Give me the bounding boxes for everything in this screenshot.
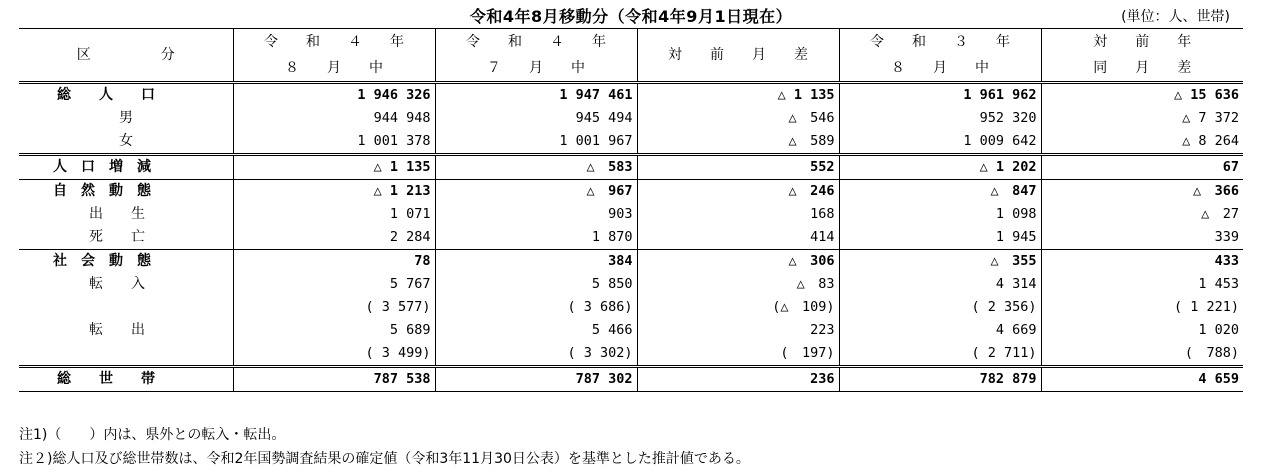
header-col1-line1: 令 和 ４ 年 — [233, 29, 435, 56]
cell: 1 961 962 — [839, 83, 1041, 108]
table-row — [19, 250, 1243, 274]
note-1: 注1)（ ）内は、県外との転入・転出。 — [19, 427, 286, 443]
header-category: 区 分 — [19, 29, 233, 83]
header-col2-line1: 令 和 ４ 年 — [435, 29, 637, 56]
table-row — [19, 367, 1243, 392]
cell: 1 945 — [839, 226, 1041, 250]
cell: 5 466 — [435, 319, 637, 342]
table-row — [19, 180, 1243, 204]
cell: 1 098 — [839, 203, 1041, 226]
cell: 433 — [1041, 250, 1243, 274]
cell: △ 306 — [637, 250, 839, 274]
header-col5-line2: 同 月 差 — [1041, 55, 1243, 83]
cell: △ 1 135 — [637, 83, 839, 108]
cell: 1 009 642 — [839, 130, 1041, 155]
row-label-natural-change: 自 然 動 態 — [53, 183, 151, 199]
cell: 78 — [233, 250, 435, 274]
header-col2-line2: ７ 月 中 — [435, 55, 637, 83]
cell: 1 453 — [1041, 273, 1243, 296]
row-label-female: 女 — [119, 133, 133, 149]
cell: 168 — [637, 203, 839, 226]
cell: △ 589 — [637, 130, 839, 155]
cell: 944 948 — [233, 107, 435, 130]
cell: 945 494 — [435, 107, 637, 130]
cell: △ 583 — [435, 155, 637, 180]
table-row — [19, 226, 1243, 250]
cell: 1 001 967 — [435, 130, 637, 155]
unit-label: (単位：人、世帯) — [1121, 9, 1230, 25]
cell: ( 3 686) — [435, 296, 637, 319]
cell: △ 546 — [637, 107, 839, 130]
table-row — [19, 107, 1243, 130]
table-row — [19, 342, 1243, 367]
cell: △ 366 — [1041, 180, 1243, 204]
cell: 414 — [637, 226, 839, 250]
cell: 952 320 — [839, 107, 1041, 130]
cell: 1 071 — [233, 203, 435, 226]
cell: 339 — [1041, 226, 1243, 250]
cell: △ 355 — [839, 250, 1041, 274]
header-col1-line2: ８ 月 中 — [233, 55, 435, 83]
cell: 236 — [637, 367, 839, 392]
row-label-population-change: 人 口 増 減 — [53, 159, 151, 175]
cell: △ 847 — [839, 180, 1041, 204]
cell: 67 — [1041, 155, 1243, 180]
cell: 903 — [435, 203, 637, 226]
table-row — [19, 130, 1243, 155]
cell: 384 — [435, 250, 637, 274]
cell: 787 538 — [233, 367, 435, 392]
table-row — [19, 296, 1243, 319]
row-label-move-out: 転 出 — [89, 322, 145, 338]
cell: △ 83 — [637, 273, 839, 296]
cell: 1 947 461 — [435, 83, 637, 108]
cell: ( 1 221) — [1041, 296, 1243, 319]
table-row — [19, 203, 1243, 226]
cell: 1 001 378 — [233, 130, 435, 155]
cell: 787 302 — [435, 367, 637, 392]
table-title: 令和4年8月移動分（令和4年9月1日現在） — [469, 7, 793, 26]
cell: 1 946 326 — [233, 83, 435, 108]
population-table — [19, 28, 1243, 392]
table-row — [19, 273, 1243, 296]
cell: 4 669 — [839, 319, 1041, 342]
cell: △ 967 — [435, 180, 637, 204]
header-col4-line1: 令 和 ３ 年 — [839, 29, 1041, 56]
table-row — [19, 155, 1243, 180]
row-label-move-in: 転 入 — [89, 276, 145, 292]
cell: 1 020 — [1041, 319, 1243, 342]
table-row — [19, 83, 1243, 108]
cell: ( 3 499) — [233, 342, 435, 367]
cell: △ 1 202 — [839, 155, 1041, 180]
cell: 5 850 — [435, 273, 637, 296]
cell: △ 246 — [637, 180, 839, 204]
cell: 4 314 — [839, 273, 1041, 296]
row-label-social-change: 社 会 動 態 — [53, 253, 151, 269]
cell: ( 2 711) — [839, 342, 1041, 367]
row-label-move-in-out-of-prefecture — [19, 296, 233, 319]
cell: △ 1 135 — [233, 155, 435, 180]
cell: △ 15 636 — [1041, 83, 1243, 108]
row-label-male: 男 — [119, 110, 133, 126]
note-2: 注２)総人口及び総世帯数は、令和2年国勢調査結果の確定値（令和3年11月30日公表）を基準とした推計値である。 — [19, 451, 750, 467]
cell: 4 659 — [1041, 367, 1243, 392]
header-col4-line2: ８ 月 中 — [839, 55, 1041, 83]
row-label-move-out-out-of-prefecture — [19, 342, 233, 367]
cell: 1 870 — [435, 226, 637, 250]
header-col3: 対 前 月 差 — [637, 29, 839, 83]
cell: ( 788) — [1041, 342, 1243, 367]
cell: ( 3 577) — [233, 296, 435, 319]
header-row-1 — [19, 29, 1243, 56]
row-label-total-households: 総 世 帯 — [57, 371, 155, 387]
cell: 782 879 — [839, 367, 1041, 392]
cell: △ 1 213 — [233, 180, 435, 204]
cell: 552 — [637, 155, 839, 180]
cell: △ 7 372 — [1041, 107, 1243, 130]
cell: △ 27 — [1041, 203, 1243, 226]
row-label-births: 出 生 — [89, 206, 145, 222]
cell: (△ 109) — [637, 296, 839, 319]
cell: 223 — [637, 319, 839, 342]
cell: 5 767 — [233, 273, 435, 296]
cell: ( 3 302) — [435, 342, 637, 367]
cell: ( 197) — [637, 342, 839, 367]
header-col5-line1: 対 前 年 — [1041, 29, 1243, 56]
cell: ( 2 356) — [839, 296, 1041, 319]
row-label-deaths: 死 亡 — [89, 229, 145, 245]
cell: 2 284 — [233, 226, 435, 250]
cell: 5 689 — [233, 319, 435, 342]
cell: △ 8 264 — [1041, 130, 1243, 155]
table-row — [19, 319, 1243, 342]
row-label-total-population: 総 人 口 — [57, 87, 155, 103]
